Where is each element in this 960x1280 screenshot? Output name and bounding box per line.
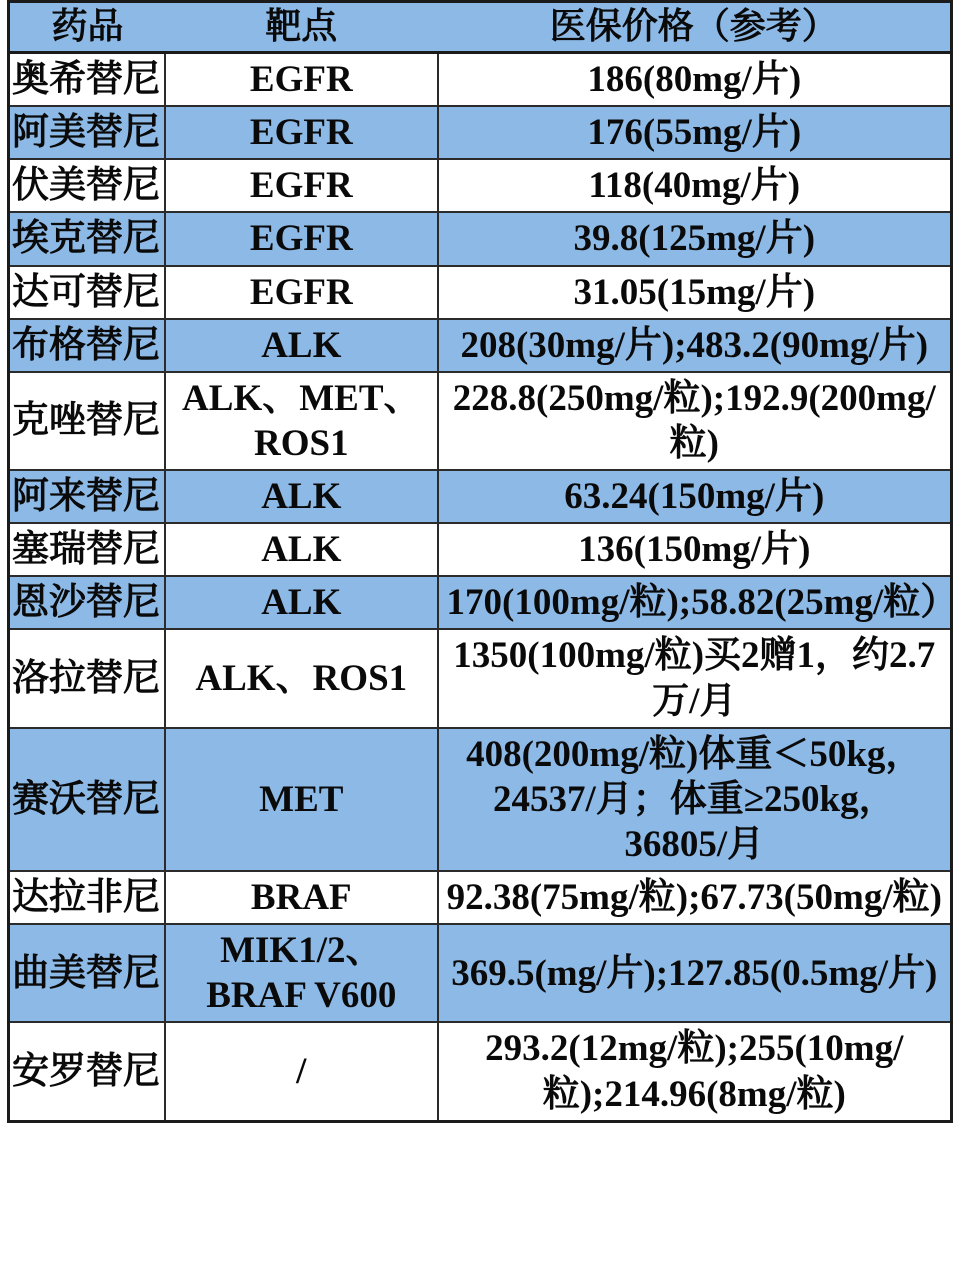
price-cell: 228.8(250mg/粒);192.9(200mg/粒) <box>438 372 952 470</box>
price-cell: 63.24(150mg/片) <box>438 470 952 523</box>
drug-name-cell: 塞瑞替尼 <box>9 523 166 576</box>
table-row <box>9 470 952 523</box>
drug-name-cell: 阿美替尼 <box>9 106 166 159</box>
target-cell: EGFR <box>165 266 438 319</box>
target-cell: / <box>165 1022 438 1121</box>
target-cell: ALK、ROS1 <box>165 629 438 727</box>
col-header-drug: 药品 <box>9 2 166 53</box>
price-cell: 136(150mg/片) <box>438 523 952 576</box>
target-cell: EGFR <box>165 53 438 107</box>
target-cell: BRAF <box>165 871 438 924</box>
table-row <box>9 212 952 265</box>
table-row <box>9 266 952 319</box>
target-cell: MET <box>165 728 438 871</box>
price-cell: 39.8(125mg/片) <box>438 212 952 265</box>
target-cell: ALK <box>165 470 438 523</box>
target-cell: ALK <box>165 576 438 629</box>
header-row <box>9 2 952 53</box>
price-cell: 186(80mg/片) <box>438 53 952 107</box>
table-row <box>9 1022 952 1121</box>
col-header-price: 医保价格（参考） <box>438 2 952 53</box>
drug-name-cell: 布格替尼 <box>9 319 166 372</box>
drug-name-cell: 洛拉替尼 <box>9 629 166 727</box>
drug-name-cell: 安罗替尼 <box>9 1022 166 1121</box>
price-cell: 176(55mg/片) <box>438 106 952 159</box>
price-cell: 1350(100mg/粒)买2赠1，约2.7万/月 <box>438 629 952 727</box>
table-row <box>9 372 952 470</box>
drug-name-cell: 赛沃替尼 <box>9 728 166 871</box>
table-row <box>9 871 952 924</box>
drug-name-cell: 曲美替尼 <box>9 924 166 1022</box>
table-row <box>9 576 952 629</box>
table-row <box>9 629 952 727</box>
target-cell: ALK、MET、ROS1 <box>165 372 438 470</box>
price-cell: 293.2(12mg/粒);255(10mg/粒);214.96(8mg/粒) <box>438 1022 952 1121</box>
col-header-target: 靶点 <box>165 2 438 53</box>
drug-name-cell: 伏美替尼 <box>9 159 166 212</box>
table-row <box>9 728 952 871</box>
drug-name-cell: 恩沙替尼 <box>9 576 166 629</box>
table-row <box>9 924 952 1022</box>
drug-name-cell: 奥希替尼 <box>9 53 166 107</box>
price-cell: 118(40mg/片) <box>438 159 952 212</box>
price-cell: 31.05(15mg/片) <box>438 266 952 319</box>
target-cell: MIK1/2、BRAF V600 <box>165 924 438 1022</box>
target-cell: EGFR <box>165 106 438 159</box>
target-cell: EGFR <box>165 212 438 265</box>
table-body <box>9 53 958 1122</box>
drug-name-cell: 达可替尼 <box>9 266 166 319</box>
drug-name-cell: 达拉非尼 <box>9 871 166 924</box>
table-row <box>9 53 952 107</box>
table-row <box>9 319 952 372</box>
drug-name-cell: 克唑替尼 <box>9 372 166 470</box>
drug-name-cell: 阿来替尼 <box>9 470 166 523</box>
price-cell: 92.38(75mg/粒);67.73(50mg/粒) <box>438 871 952 924</box>
table-row <box>9 106 952 159</box>
target-cell: ALK <box>165 319 438 372</box>
drug-name-cell: 埃克替尼 <box>9 212 166 265</box>
price-cell: 208(30mg/片);483.2(90mg/片) <box>438 319 952 372</box>
table-row <box>9 159 952 212</box>
price-cell: 408(200mg/粒)体重＜50kg，24537/月；体重≥250kg，36805/月 <box>438 728 952 871</box>
table-row <box>9 523 952 576</box>
target-cell: EGFR <box>165 159 438 212</box>
price-cell: 369.5(mg/片);127.85(0.5mg/片) <box>438 924 952 1022</box>
price-cell: 170(100mg/粒);58.82(25mg/粒） <box>438 576 952 629</box>
drug-price-table <box>7 0 958 1123</box>
target-cell: ALK <box>165 523 438 576</box>
